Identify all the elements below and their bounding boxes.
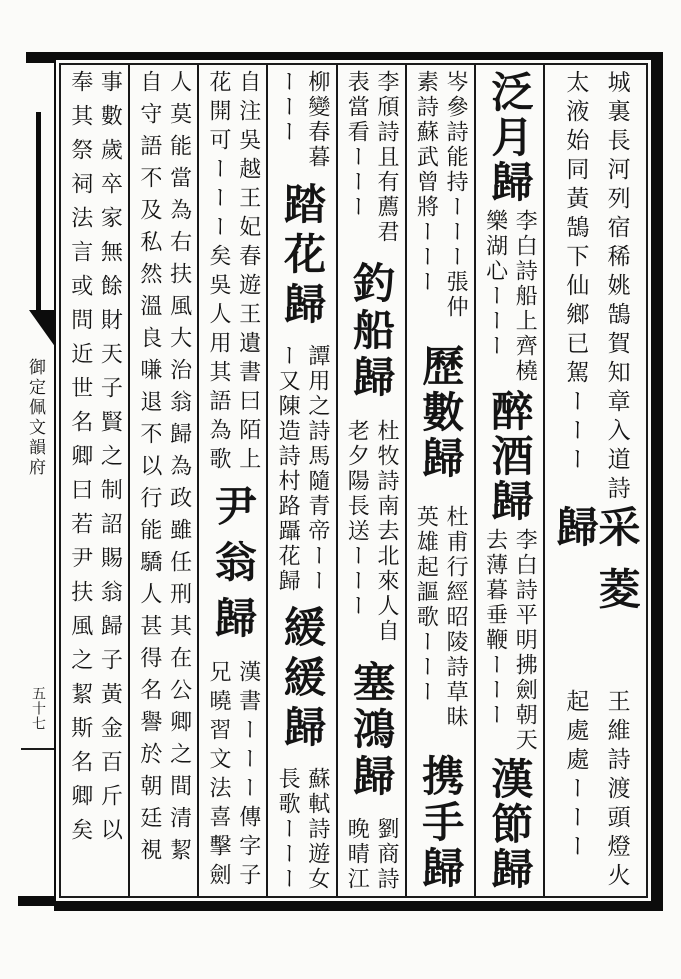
spine-bottom-black-bar — [18, 896, 56, 906]
annotation — [407, 70, 474, 320]
annotation-right: 李頎詩且有薦君 — [373, 70, 399, 245]
annotation-left: ー又陳造詩村路躡花歸 — [275, 343, 301, 594]
text-column-4 — [336, 65, 405, 896]
headword: 塞鴻歸 — [347, 659, 397, 801]
headword: 携手歸 — [416, 753, 466, 892]
annotation-left: 表當看ーーー — [344, 70, 370, 220]
page-number: 五十七 — [30, 686, 46, 731]
headword: 采菱歸 — [550, 505, 642, 629]
annotation-right: 劉商詩 — [373, 817, 399, 892]
spine-tick-line — [21, 748, 56, 750]
annotation-left: 去薄暮垂鞭ーーー — [482, 527, 508, 728]
headword: 醉酒歸 — [485, 388, 535, 524]
annotation-right: 蘇軾詩遊女 — [304, 767, 330, 892]
annotation-left: 自守語不及私然溫良嗛退不以行能驕人甚得名譽於朝廷視 — [136, 70, 162, 870]
annotation-right: 李白詩平明拂劍朝天 — [512, 527, 538, 753]
annotation — [338, 70, 405, 245]
annotation-right: 柳變春暮 — [304, 70, 330, 170]
text-column-8 — [61, 65, 128, 896]
annotation-left: 花開可ーーー矣吳人用其語為歌 — [206, 70, 231, 476]
annotation — [407, 505, 474, 730]
annotation-right: 事數歲卒家無餘財天子賢之制詔賜翁歸子黃金百斤以 — [97, 70, 123, 852]
annotation — [268, 344, 335, 594]
headword: 釣船歸 — [347, 261, 397, 403]
annotation-left: 樂湖心ーーー — [482, 209, 508, 360]
annotation-left: 奉其祭祠法言或問近世名卿曰若尹扶風之絜斯名卿矣 — [67, 70, 93, 852]
page-border-frame — [54, 52, 663, 911]
text-column-6 — [197, 65, 266, 896]
book-title: 御定佩文韻府 — [25, 358, 45, 478]
annotation — [268, 70, 335, 170]
headword: 泛月歸 — [485, 70, 535, 205]
annotation-left: 老夕陽長送ーーー — [344, 418, 370, 619]
fishtail-mark-icon — [29, 310, 56, 348]
annotation — [545, 70, 646, 505]
headword: 漢節歸 — [485, 757, 535, 892]
annotation-left: ーーー — [275, 70, 301, 145]
annotation-right: 自注吳越王妃春遊王遺書曰陌上 — [235, 70, 261, 476]
annotation-left: 起處處ーーー — [562, 689, 589, 863]
annotation — [476, 528, 543, 753]
text-column-1 — [543, 65, 646, 896]
annotation-left: 素詩蘇武曾將ーーー — [413, 70, 439, 295]
headword: 踏花歸 — [278, 181, 327, 332]
annotation — [545, 689, 646, 892]
annotation-right: 杜甫行經昭陵詩草昧 — [443, 505, 469, 731]
text-column-3 — [405, 65, 474, 896]
text-column-5 — [266, 65, 335, 896]
annotation — [61, 70, 128, 852]
annotation-right: 杜牧詩南去北來人自 — [373, 418, 399, 644]
text-column-7 — [128, 65, 197, 896]
annotation-left: 兄曉習文法喜擊劍 — [206, 660, 231, 892]
annotation — [199, 70, 266, 476]
annotation-right: 人莫能當為右扶風大治翁歸為政雖任刑其在公卿之間清絜 — [166, 70, 192, 870]
annotation-right: 譚用之詩馬隨青帝ーー — [304, 343, 330, 594]
headword: 緩緩歸 — [278, 605, 327, 756]
annotation-right: 岑參詩能持ーーー張仲 — [443, 70, 469, 320]
annotation — [338, 817, 405, 892]
headword: 歷數歸 — [416, 343, 466, 482]
annotation-left: 長歌ーーー — [275, 767, 301, 892]
annotation — [268, 767, 335, 892]
annotation-right: 漢書ーーー傳字子 — [235, 660, 261, 892]
annotation-left: 太液始同黃鵠下仙鄉已駕ーーー — [562, 70, 589, 476]
inner-border — [59, 63, 648, 898]
spine-black-line — [36, 112, 41, 310]
annotation — [130, 70, 197, 870]
annotation — [338, 419, 405, 644]
text-column-2 — [474, 65, 543, 896]
annotation — [476, 209, 543, 384]
annotation-left: 英雄起謳歌ーーー — [413, 505, 439, 706]
annotation-right: 城裏長河列宿稀姚鵠賀知章入道詩 — [603, 70, 630, 505]
text-columns — [61, 65, 646, 896]
annotation-right: 李白詩船上齊橈 — [512, 209, 538, 385]
annotation — [199, 660, 266, 892]
annotation-left: 晚晴江 — [344, 817, 370, 892]
headword: 尹翁歸 — [208, 484, 258, 652]
annotation-right: 王維詩渡頭燈火 — [603, 689, 630, 892]
